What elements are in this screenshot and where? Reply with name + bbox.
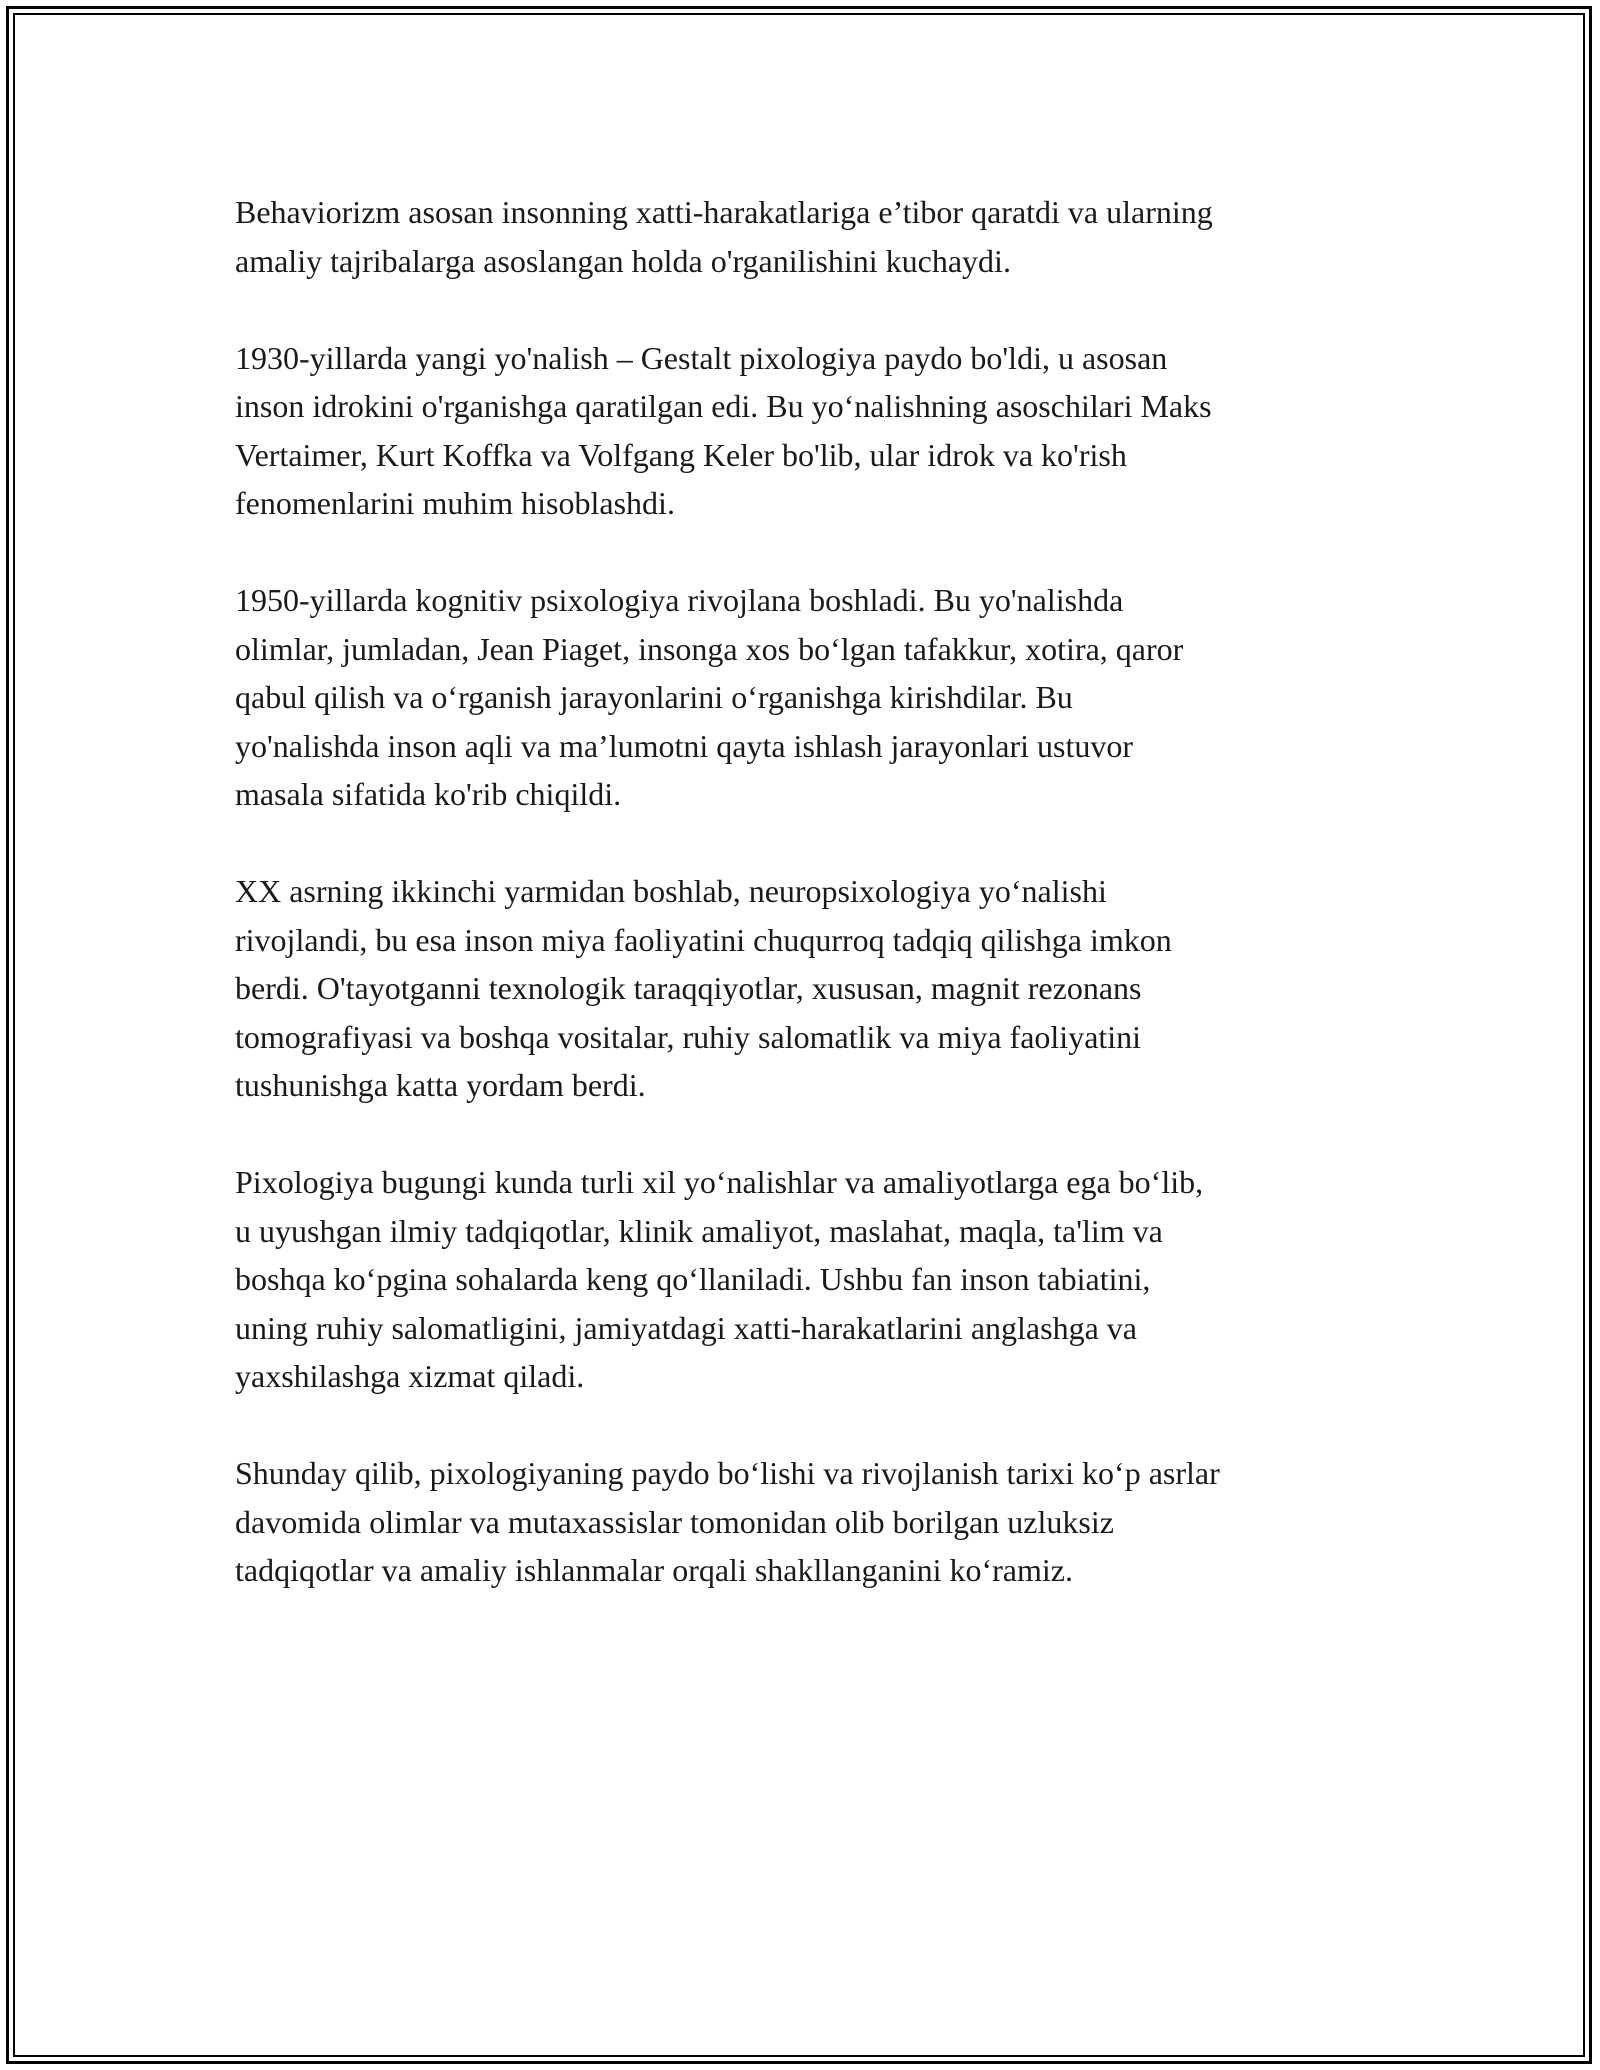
document-body [235, 188, 1385, 1643]
paragraph-cognitive: 1950-yillarda kognitiv psixologiya rivojlana boshladi. Bu yo'nalishda olimlar, jumladan, Jean Piaget, insonga xos bo‘lgan tafakkur, xotira, qaror qabul qilish va o‘rganish jarayonlarini o‘rganishga kirishdilar. Bu yo'nalishda inson aqli va ma’lumotni qayta ishlash jarayonlari ustuvor masala sifatida ko'rib chiqildi. [235, 582, 1184, 812]
paragraph-neuropsychology: XX asrning ikkinchi yarmidan boshlab, neuropsixologiya yo‘nalishi rivojlandi, bu esa inson miya faoliyatini chuqurroq tadqiq qilishga imkon berdi. O'tayotganni texnologik taraqqiyotlar, xususan, magnit rezonans tomografiyasi va boshqa vositalar, ruhiy salomatlik va miya faoliyatini tushunishga katta yordam berdi. [235, 873, 1172, 1103]
paragraph-behaviorism: Behaviorizm asosan insonning xatti-harakatlariga e’tibor qaratdi va ularning amaliy tajribalarga asoslangan holda o'rganilishini kuchaydi. [235, 194, 1213, 279]
paragraph-modern-psychology: Pixologiya bugungi kunda turli xil yo‘nalishlar va amaliyotlarga ega bo‘lib, u uyushgan ilmiy tadqiqotlar, klinik amaliyot, maslahat, maqla, ta'lim va boshqa ko‘pgina sohalarda keng qo‘llaniladi. Ushbu fan inson tabiatini, uning ruhiy salomatligini, jamiyatdagi xatti-harakatlarini anglashga va yaxshilashga xizmat qiladi. [235, 1164, 1204, 1394]
paragraph-conclusion: Shunday qilib, pixologiyaning paydo bo‘lishi va rivojlanish tarixi ko‘p asrlar davomida olimlar va mutaxassislar tomonidan olib borilgan uzluksiz tadqiqotlar va amaliy ishlanmalar orqali shakllanganini ko‘ramiz. [235, 1455, 1220, 1588]
paragraph-gestalt: 1930-yillarda yangi yo'nalish – Gestalt pixologiya paydo bo'ldi, u asosan inson idrokini o'rganishga qaratilgan edi. Bu yo‘nalishning asoschilari Maks Vertaimer, Kurt Koffka va Volfgang Keler bo'lib, ular idrok va ko'rish fenomenlarini muhim hisoblashdi. [235, 339, 1212, 521]
